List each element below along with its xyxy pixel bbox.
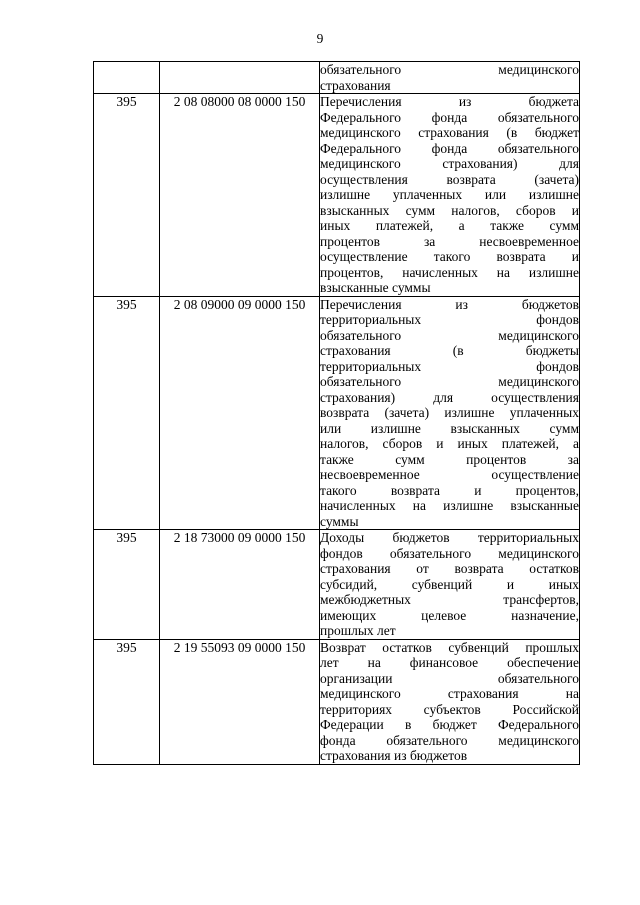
description-line: субсидий, субвенций и иных: [320, 576, 579, 592]
description-line: страхования от возврата остатков: [320, 561, 579, 576]
description-cell: [320, 530, 580, 640]
description-line: обязательного медицинского: [320, 327, 579, 343]
budget-code-cell: 2 18 73000 09 0000 150: [160, 530, 320, 640]
description-line: медицинского страхования на: [320, 686, 579, 701]
description-line: или излишне взысканных сумм: [320, 420, 579, 436]
description-line: Перечисления из бюджетов: [320, 296, 579, 312]
description-line: Доходы бюджетов территориальных: [320, 530, 579, 545]
table-row: [94, 94, 580, 297]
description-line: межбюджетных трансфертов,: [320, 592, 579, 607]
description-line: территориальных фондов: [320, 358, 579, 374]
admin-code-cell: 395: [94, 530, 160, 640]
admin-code-cell: 395: [94, 639, 160, 764]
description-line: процентов за несвоевременное: [320, 233, 579, 249]
page-number: 9: [316, 31, 324, 46]
description-line: территориях субъектов Российской: [320, 701, 579, 717]
description-line: имеющих целевое назначение,: [320, 607, 579, 623]
budget-classification-table: [93, 61, 580, 765]
budget-code-cell: [160, 62, 320, 94]
description-line: прошлых лет: [320, 623, 396, 638]
description-line: фондов обязательного медицинского: [320, 545, 579, 561]
description-line: осуществление такого возврата и: [320, 249, 579, 264]
description-line: медицинского страхования) для: [320, 156, 579, 171]
table-row: [94, 639, 580, 764]
budget-code-cell: 2 08 09000 09 0000 150: [160, 296, 320, 530]
description-line: взысканных сумм налогов, сборов и: [320, 202, 579, 218]
description-line: страхования из бюджетов: [320, 748, 468, 763]
table-body: [94, 62, 580, 765]
admin-code-cell: 395: [94, 296, 160, 530]
description-line: лет на финансовое обеспечение: [320, 655, 579, 670]
description-line: Перечисления из бюджета: [320, 94, 579, 109]
table-row: [94, 530, 580, 640]
description-line: такого возврата и процентов,: [320, 482, 579, 498]
description-line: организации обязательного: [320, 670, 579, 686]
table-row: [94, 62, 580, 94]
description-line: Федерации в бюджет Федерального: [320, 717, 579, 732]
description-line: медицинского страхования (в бюджет: [320, 125, 579, 140]
description-line: осуществления возврата (зачета): [320, 171, 579, 187]
description-line: Федерального фонда обязательного: [320, 140, 579, 156]
description-line: фонда обязательного медицинского: [320, 732, 579, 748]
description-line: Возврат остатков субвенций прошлых: [320, 639, 579, 655]
description-line: обязательного медицинского: [320, 374, 579, 389]
description-line: несвоевременное осуществление: [320, 467, 579, 482]
admin-code-cell: 395: [94, 94, 160, 297]
description-line: суммы: [320, 513, 359, 529]
description-line: излишне уплаченных или излишне: [320, 187, 579, 202]
description-cell: [320, 62, 580, 94]
description-line: процентов, начисленных на излишне: [320, 264, 579, 280]
description-line: возврата (зачета) излишне уплаченных: [320, 405, 579, 420]
description-line: страхования (в бюджеты: [320, 343, 579, 358]
admin-code-cell: [94, 62, 160, 94]
description-line: обязательного медицинского: [320, 62, 579, 77]
table-row: [94, 296, 580, 530]
budget-code-cell: 2 08 08000 08 0000 150: [160, 94, 320, 297]
description-cell: [320, 639, 580, 764]
description-cell: [320, 296, 580, 530]
description-line: взысканные суммы: [320, 280, 431, 295]
description-line: иных платежей, а также сумм: [320, 218, 579, 233]
description-line: также сумм процентов за: [320, 451, 579, 467]
description-cell: [320, 94, 580, 297]
budget-code-cell: 2 19 55093 09 0000 150: [160, 639, 320, 764]
description-line: страхования) для осуществления: [320, 389, 579, 405]
description-line: начисленных на излишне взысканные: [320, 498, 579, 513]
description-line: Федерального фонда обязательного: [320, 109, 579, 125]
description-line: налогов, сборов и иных платежей, а: [320, 436, 579, 451]
description-line: страхования: [320, 77, 391, 93]
description-line: территориальных фондов: [320, 312, 579, 327]
